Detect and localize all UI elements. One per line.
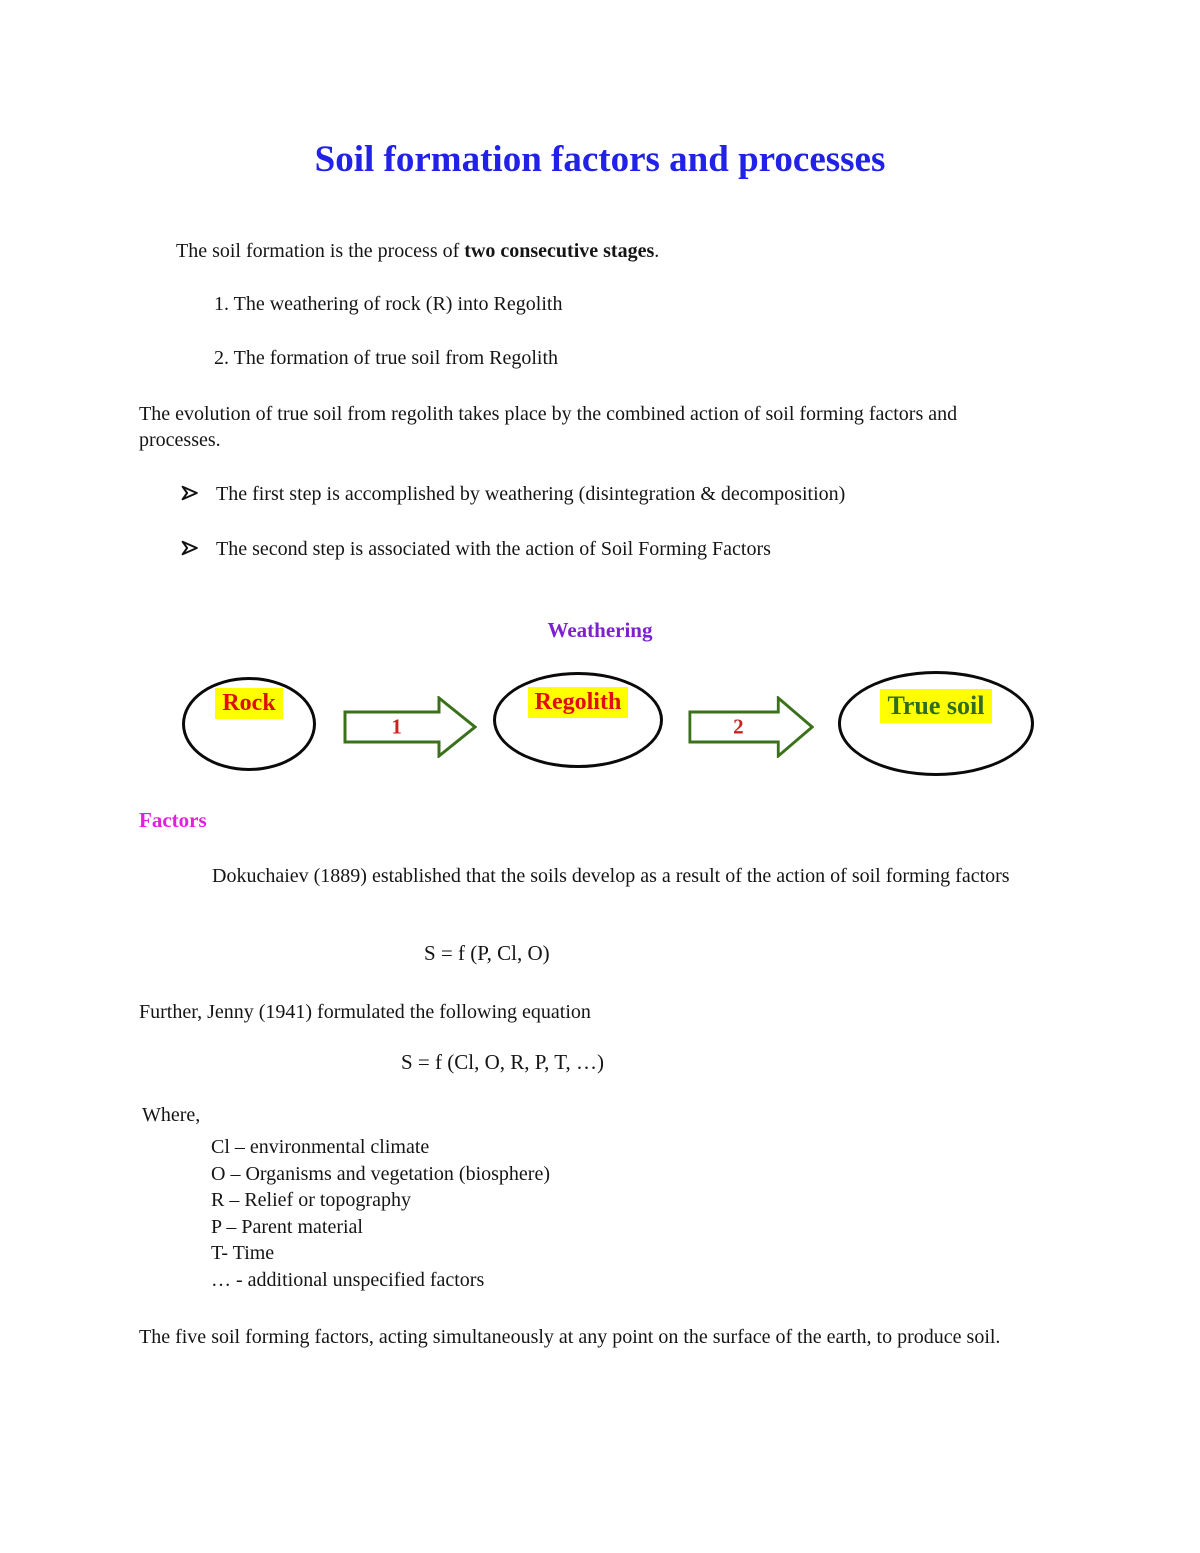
definition-r: R – Relief or topography (211, 1189, 411, 1212)
intro-bold-phrase: two consecutive stages (464, 240, 655, 262)
evolution-paragraph: The evolution of true soil from regolith takes place by the combined action of soil forming factors and processes. (139, 403, 958, 451)
intro-suffix: . (654, 240, 660, 262)
where-label: Where, (142, 1104, 201, 1126)
diagram-arrow-2 (688, 696, 814, 758)
arrow-number: 2 (733, 714, 744, 739)
diagram-arrow-1 (343, 696, 477, 758)
diagram-node-regolith (493, 672, 663, 768)
diagram-heading: Weathering (547, 618, 653, 642)
bullet-item-first-step (180, 481, 845, 507)
stage-item-2: 2. The formation of true soil from Regolith (214, 347, 559, 369)
block-arrow-icon (343, 696, 477, 758)
jenny-paragraph: Further, Jenny (1941) formulated the following equation (139, 1001, 591, 1023)
factors-heading: Factors (139, 808, 207, 832)
definition-o: O – Organisms and vegetation (biosphere) (211, 1162, 550, 1185)
diagram-node-true-soil (838, 671, 1034, 776)
closing-paragraph: The five soil forming factors, acting simultaneously at any point on the surface of the earth, to produce soil. (139, 1326, 1001, 1348)
definition-additional: … - additional unspecified factors (211, 1268, 485, 1291)
node-label-true-soil: True soil (880, 689, 991, 723)
block-arrow-icon (688, 696, 814, 758)
factor-definitions-list (211, 1134, 550, 1294)
equation-dokuchaiev: S = f (P, Cl, O) (424, 941, 550, 965)
node-label-regolith: Regolith (528, 687, 629, 718)
bullet-text: The second step is associated with the action of Soil Forming Factors (216, 538, 771, 560)
bullet-item-second-step (180, 536, 771, 562)
node-label-rock: Rock (215, 688, 282, 719)
dokuchaiev-paragraph: Dokuchaiev (1889) established that the soils develop as a result of the action of soil forming factors (212, 865, 1010, 887)
arrowhead-bullet-icon (180, 540, 200, 556)
intro-paragraph (176, 238, 659, 264)
arrowhead-bullet-icon (180, 485, 200, 501)
definition-cl: Cl – environmental climate (211, 1136, 430, 1158)
stage-item-1: 1. The weathering of rock (R) into Regolith (214, 293, 563, 315)
intro-prefix: The soil formation is the process of (176, 240, 465, 262)
page-title: Soil formation factors and processes (314, 139, 886, 180)
arrow-number: 1 (391, 714, 402, 739)
bullet-text: The first step is accomplished by weathering (disintegration & decomposition) (216, 483, 846, 505)
definition-t: T- Time (211, 1242, 275, 1265)
definition-p: P – Parent material (211, 1215, 363, 1238)
equation-jenny: S = f (Cl, O, R, P, T, …) (401, 1050, 605, 1074)
diagram-node-rock (182, 677, 316, 771)
